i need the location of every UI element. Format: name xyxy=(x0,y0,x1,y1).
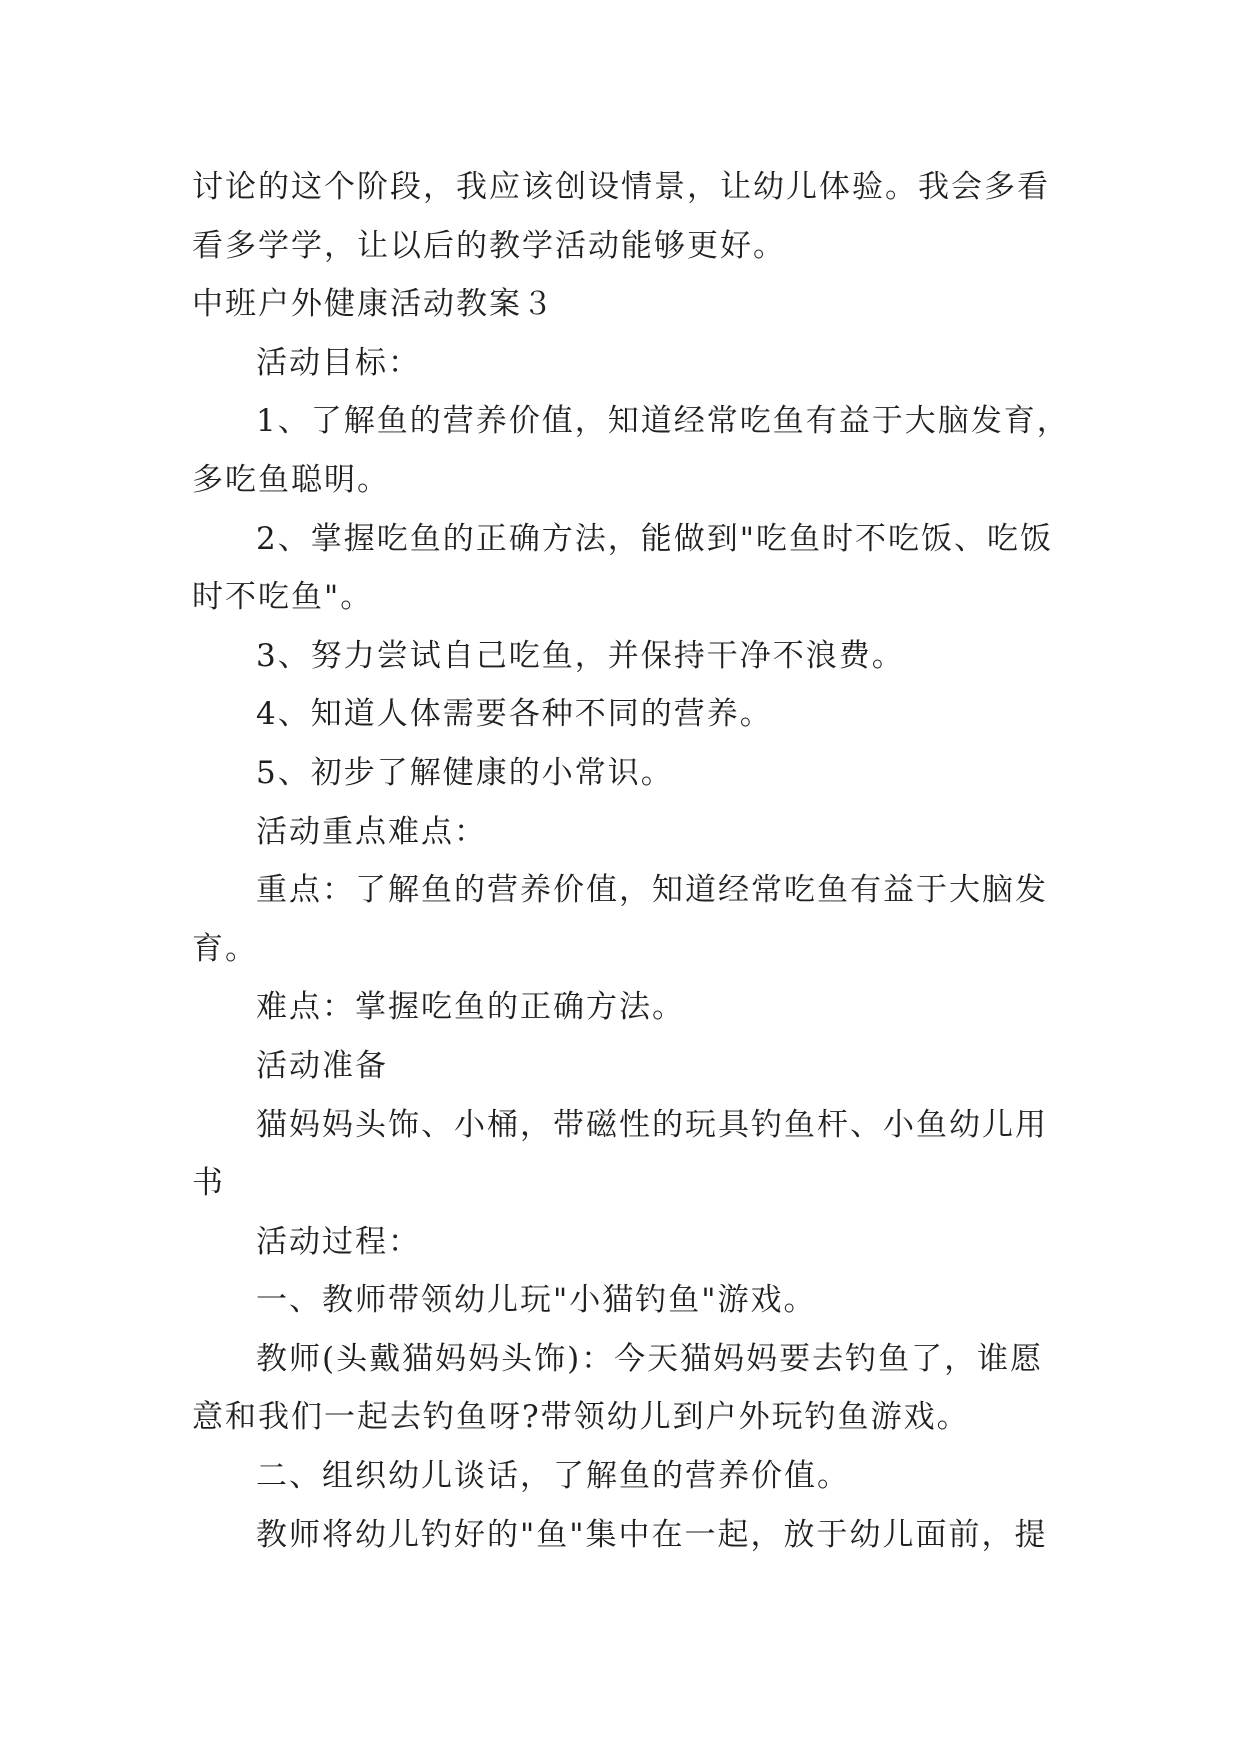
text-line: 时不吃鱼"。 xyxy=(192,579,374,616)
text-line: 书 xyxy=(192,1165,225,1202)
text-line: 二、组织幼儿谈话，了解鱼的营养价值。 xyxy=(256,1458,850,1495)
text-line: 活动重点难点： xyxy=(256,813,487,850)
text-line: 活动目标： xyxy=(256,344,421,381)
text-line: 中班户外健康活动教案３ xyxy=(192,286,555,323)
text-line: 多吃鱼聪明。 xyxy=(192,461,390,498)
text-line: 教师将幼儿钓好的"鱼"集中在一起，放于幼儿面前，提 xyxy=(256,1516,1048,1553)
text-line: 2、掌握吃鱼的正确方法，能做到"吃鱼时不吃饭、吃饭 xyxy=(256,520,1053,557)
text-line: 活动准备 xyxy=(256,1047,388,1084)
text-line: 5、初步了解健康的小常识。 xyxy=(256,754,674,791)
text-line: 猫妈妈头饰、小桶，带磁性的玩具钓鱼杆、小鱼幼儿用 xyxy=(256,1106,1048,1143)
text-line: 育。 xyxy=(192,930,258,967)
text-line: 看多学学，让以后的教学活动能够更好。 xyxy=(192,227,786,264)
text-line: 重点：了解鱼的营养价值，知道经常吃鱼有益于大脑发 xyxy=(256,872,1048,909)
text-line: 4、知道人体需要各种不同的营养。 xyxy=(256,696,773,733)
text-line: 一、教师带领幼儿玩"小猫钓鱼"游戏。 xyxy=(256,1282,817,1319)
document-body xyxy=(192,158,1070,1564)
text-line: 活动过程： xyxy=(256,1223,421,1260)
text-line: 1、了解鱼的营养价值，知道经常吃鱼有益于大脑发育， xyxy=(256,403,1070,440)
text-line: 意和我们一起去钓鱼呀?带领幼儿到户外玩钓鱼游戏。 xyxy=(192,1399,970,1436)
text-line: 难点：掌握吃鱼的正确方法。 xyxy=(256,989,685,1026)
text-line: 3、努力尝试自己吃鱼，并保持干净不浪费。 xyxy=(256,637,905,674)
text-line: 教师(头戴猫妈妈头饰)：今天猫妈妈要去钓鱼了，谁愿 xyxy=(256,1340,1044,1377)
text-line: 讨论的这个阶段，我应该创设情景，让幼儿体验。我会多看 xyxy=(192,169,1050,205)
